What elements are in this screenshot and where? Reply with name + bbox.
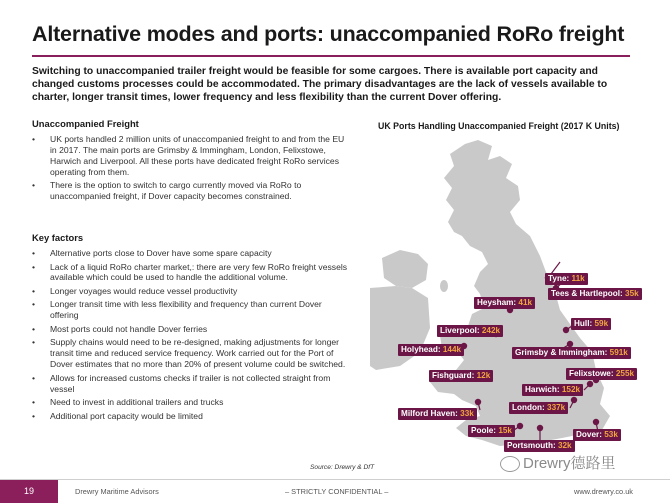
- bullet-glyph: •: [32, 397, 36, 408]
- watermark: Drewry德路里: [500, 452, 616, 473]
- bullet-text: Allows for increased customs checks if trailer is not collected straight from vessel: [50, 372, 331, 394]
- port-label-felixstowe: Felixstowe: 255k: [566, 368, 637, 380]
- bullet-item: [32, 324, 350, 335]
- bullet-item: [32, 286, 350, 297]
- section-heading-unaccompanied: Unaccompanied Freight: [32, 118, 139, 129]
- port-dot-poole: [517, 423, 523, 429]
- port-label-milford-haven: Milford Haven: 33k: [398, 408, 477, 420]
- bullet-glyph: •: [32, 337, 36, 348]
- port-label-grimsby-immingham: Grimsby & Immingham: 591k: [512, 347, 631, 359]
- footer: [0, 479, 670, 503]
- bullet-item: [32, 299, 350, 321]
- northern-ireland-landmass: [382, 250, 428, 288]
- title-divider: [32, 55, 630, 57]
- port-label-portsmouth: Portsmouth: 32k: [504, 440, 575, 452]
- section-heading-key-factors: Key factors: [32, 232, 84, 243]
- port-label-harwich: Harwich: 152k: [522, 384, 583, 396]
- bullet-text: Longer transit time with less flexibility and frequency than current Dover offering: [50, 299, 322, 321]
- bullet-glyph: •: [32, 299, 36, 310]
- bullet-item: [32, 262, 350, 284]
- footer-confidential: – STRICTLY CONFIDENTIAL –: [285, 487, 389, 496]
- bullet-glyph: •: [32, 248, 36, 258]
- bullet-glyph: •: [32, 261, 36, 272]
- port-label-holyhead: Holyhead: 144k: [398, 344, 464, 356]
- page-title: Alternative modes and ports: unaccompanied RoRo freight: [32, 22, 625, 46]
- bullet-glyph: •: [32, 323, 36, 334]
- source-note: Source: Drewry & DfT: [310, 464, 375, 471]
- bullet-item: [32, 134, 350, 178]
- bullet-text: Additional port capacity would be limited: [50, 410, 203, 421]
- bullet-text: Need to invest in additional trailers and trucks: [50, 397, 224, 408]
- bullet-glyph: •: [32, 180, 36, 191]
- bullet-text: Alternative ports close to Dover have some spare capacity: [50, 248, 272, 258]
- footer-url[interactable]: www.drewry.co.uk: [574, 487, 634, 496]
- port-label-tyne: Tyne: 11k: [545, 273, 588, 285]
- port-dot-portsmouth: [537, 425, 543, 431]
- bullet-text: UK ports handled 2 million units of unaccompanied freight to and from the EU in 2017. The main ports are Grimsby & Immingham, London, Felixstowe, Harwich and Liverpool. All these ports have dedicated freight RoRo services operating from them.: [50, 134, 345, 177]
- bullet-text: Supply chains would need to be re-designed, making adjustments for longer transit time and reduced service frequency. Work carried out for the Port of Dover estimates that no more than 20% of present volume could be switched.: [50, 337, 346, 370]
- bullet-glyph: •: [32, 372, 36, 383]
- port-label-fishguard: Fishguard: 12k: [429, 370, 493, 382]
- intro-paragraph: Switching to unaccompanied trailer freight would be feasible for some cargoes. There is available port capacity and changed customs processes could be accommodated. The primary disadvantages are the lack of vessels available to charter, longer transit times, lower frequency and less flexibility than the current Dover offering.: [32, 66, 608, 104]
- port-label-poole: Poole: 15k: [468, 425, 515, 437]
- footer-company: Drewry Maritime Advisors: [75, 487, 159, 496]
- port-label-dover: Dover: 53k: [573, 429, 621, 441]
- bullet-glyph: •: [32, 134, 36, 144]
- port-dot-dover: [593, 419, 599, 425]
- page-number: 19: [0, 480, 58, 503]
- bullet-text: Longer voyages would reduce vessel productivity: [50, 285, 238, 296]
- port-label-heysham: Heysham: 41k: [474, 297, 535, 309]
- port-dot-harwich: [587, 381, 593, 387]
- bullet-glyph: •: [32, 285, 36, 296]
- wechat-icon: [500, 456, 520, 472]
- port-dot-london: [571, 397, 577, 403]
- port-label-tees-hartlepool: Tees & Hartlepool: 35k: [548, 288, 642, 300]
- bullet-text: Lack of a liquid RoRo charter market,: there are very few RoRo freight vessels available which could be used to handle the additional volume.: [50, 261, 348, 283]
- bullet-item: [32, 373, 350, 395]
- port-dot-hull: [563, 327, 569, 333]
- map-title: UK Ports Handling Unaccompanied Freight (2017 K Units): [378, 121, 620, 131]
- key-factors-bullet-list: [32, 248, 350, 424]
- ireland-landmass: [370, 286, 430, 370]
- bullet-text: There is the option to switch to cargo currently moved via RoRo to unaccompanied freight, if Dover capacity becomes constrained.: [50, 180, 302, 202]
- port-dot-milford: [475, 399, 481, 405]
- port-label-london: London: 337k: [509, 402, 568, 414]
- bullet-item: [32, 397, 350, 408]
- bullet-text: Most ports could not handle Dover ferries: [50, 323, 208, 334]
- isle-of-man: [440, 280, 448, 292]
- bullet-item: [32, 248, 350, 259]
- port-label-liverpool: Liverpool: 242k: [437, 325, 503, 337]
- port-label-hull: Hull: 59k: [571, 318, 611, 330]
- unaccompanied-bullet-list: [32, 134, 350, 205]
- bullet-glyph: •: [32, 410, 36, 421]
- bullet-item: [32, 411, 350, 422]
- bullet-item: [32, 337, 350, 370]
- bullet-item: [32, 180, 350, 202]
